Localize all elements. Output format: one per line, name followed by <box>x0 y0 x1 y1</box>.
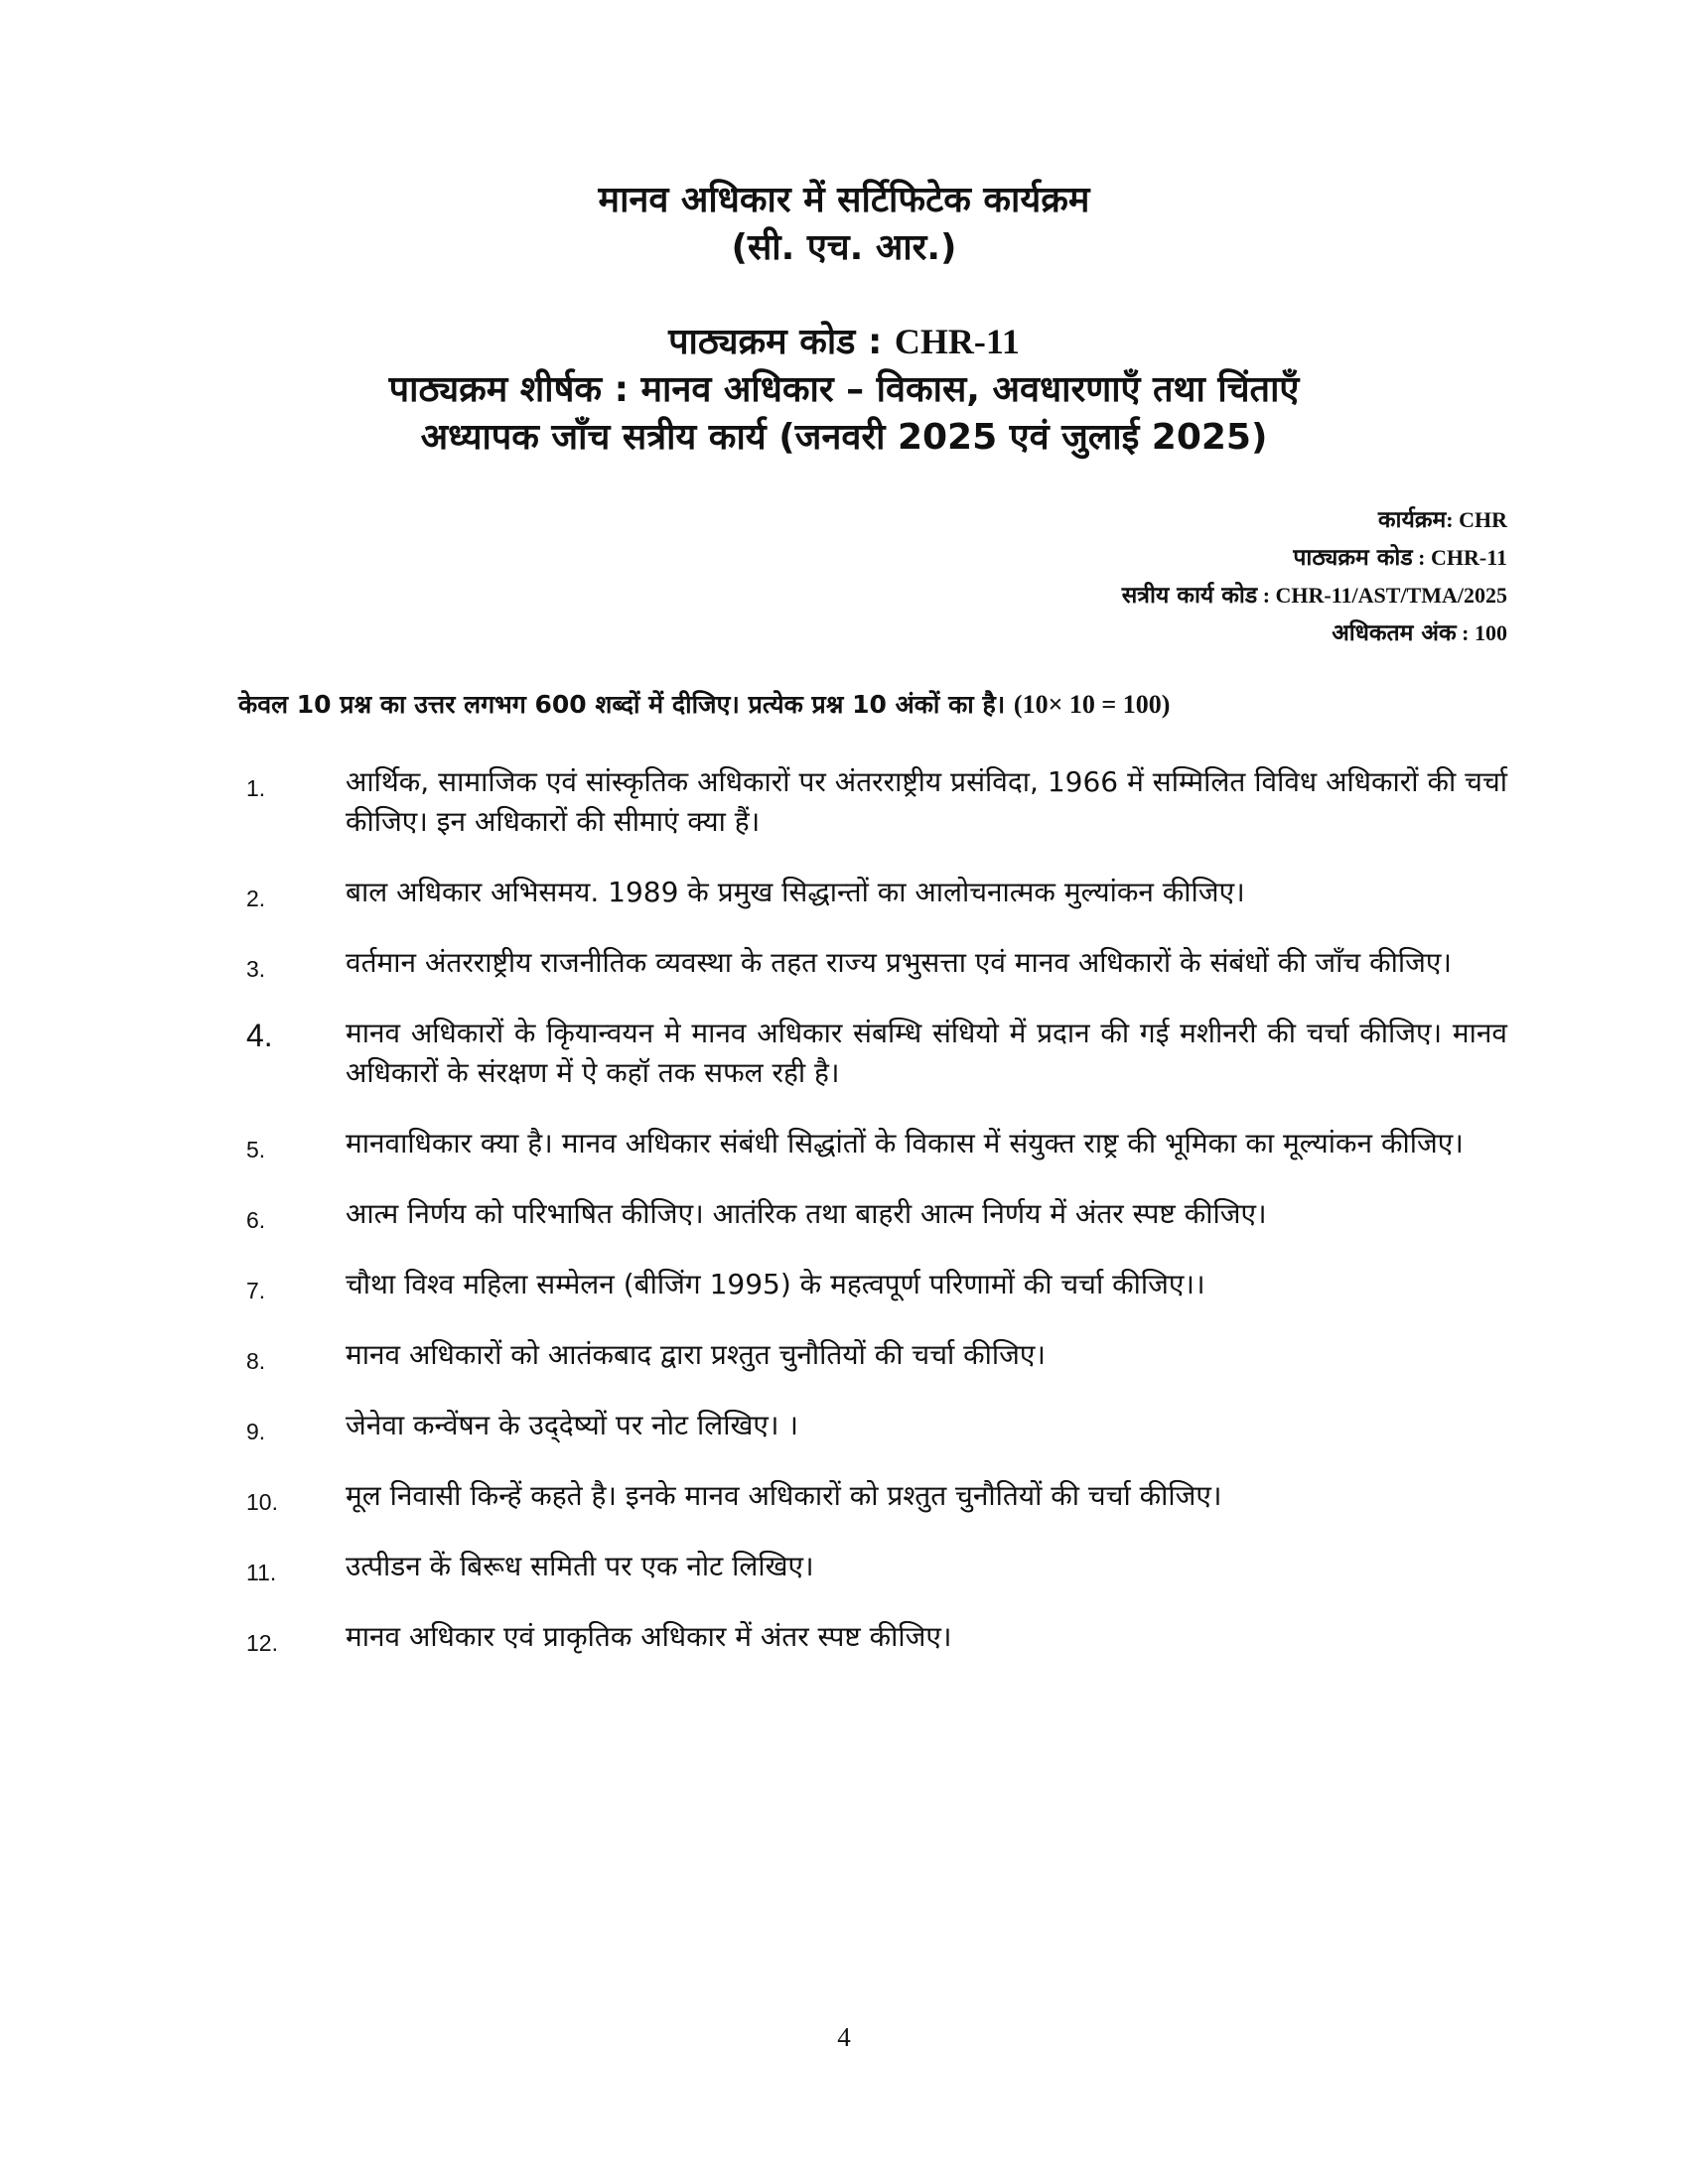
question-number: 9. <box>246 1419 266 1444</box>
question-item <box>246 1124 1507 1163</box>
meta-programme <box>1122 501 1507 539</box>
course-code-label: पाठ्यक्रम कोड : <box>668 322 883 362</box>
question-number: 12. <box>246 1630 278 1656</box>
marks-formula: (10× 10 = 100) <box>1013 690 1171 719</box>
question-item <box>246 1265 1507 1304</box>
question-text: मानव अधिकारों को आतंकबाद द्वारा प्रश्तुत चुनौतियों की चर्चा कीजिए। <box>346 1338 1047 1371</box>
question-text: मानवाधिकार क्या है। मानव अधिकार संबंधी सिद्धांतों के विकास में संयुक्त राष्ट्र की भूमिका का मूल्यांकन कीजिए। <box>346 1127 1464 1160</box>
meta-assignment-code-value: : CHR-11/AST/TMA/2025 <box>1257 583 1507 608</box>
meta-programme-label: कार्यक्रम <box>1377 507 1447 533</box>
question-number: 11. <box>246 1560 277 1585</box>
meta-max-marks <box>1122 614 1507 652</box>
assignment-meta <box>1122 501 1507 652</box>
meta-assignment-code <box>1122 577 1507 614</box>
question-text: वर्तमान अंतरराष्ट्रीय राजनीतिक व्यवस्था के तहत राज्य प्रभुसत्ता एवं मानव अधिकारों के संबंधों की जाँच कीजिए। <box>346 946 1452 979</box>
course-header <box>0 318 1688 462</box>
question-number: 3. <box>246 956 266 982</box>
programme-abbreviation: (सी. एच. आर.) <box>731 227 957 268</box>
meta-course-code-value: : CHR-11 <box>1412 545 1507 570</box>
question-item <box>246 1617 1507 1657</box>
question-item <box>246 1335 1507 1375</box>
question-number: 7. <box>246 1278 266 1303</box>
course-title: पाठ्यक्रम शीर्षक : मानव अधिकार – विकास, अवधारणाएँ तथा चिंताएँ <box>388 369 1300 410</box>
programme-title: मानव अधिकार में सर्टिफिटेक कार्यक्रम <box>598 180 1090 220</box>
meta-course-code <box>1122 539 1507 577</box>
question-item <box>246 1406 1507 1445</box>
question-number: 5. <box>246 1137 266 1162</box>
meta-assignment-code-label: सत्रीय कार्य कोड <box>1121 583 1258 609</box>
question-list <box>246 762 1507 1688</box>
meta-max-marks-value: : 100 <box>1456 620 1507 645</box>
question-text: मूल निवासी किन्हें कहते है। इनके मानव अधिकारों को प्रश्तुत चुनौतियों की चर्चा कीजिए। <box>346 1479 1222 1512</box>
question-number: 10. <box>246 1489 278 1515</box>
question-item <box>246 873 1507 912</box>
page-number: 4 <box>837 2022 851 2052</box>
question-text: जेनेवा कन्वेंषन के उद्‌देष्यों पर नोट लिखिए। । <box>346 1409 798 1441</box>
question-number: 2. <box>246 886 266 911</box>
question-text: बाल अधिकार अभिसमय. 1989 के प्रमुख सिद्धान्तों का आलोचनात्मक मुल्यांकन कीजिए। <box>346 876 1245 908</box>
assignment-title: अध्यापक जाँच सत्रीय कार्य (जनवरी 2025 एवं जुलाई 2025) <box>420 417 1268 458</box>
instruction-text <box>238 687 1170 723</box>
question-number: 1. <box>246 775 266 801</box>
question-text: चौथा विश्व महिला सम्मेलन (बीजिंग 1995) के महत्वपूर्ण परिणामों की चर्चा कीजिए।। <box>346 1268 1205 1300</box>
question-text: आर्थिक, सामाजिक एवं सांस्कृतिक अधिकारों पर अंतरराष्ट्रीय प्रसंविदा, 1966 में सम्मिलित विविध अधिकारों की चर्चा कीजिए। इन अधिकारों की सीमाएं क्या हैं। <box>346 765 1507 838</box>
question-number: 4. <box>246 1018 273 1053</box>
question-item <box>246 943 1507 983</box>
meta-programme-value: : CHR <box>1446 507 1507 532</box>
question-text: मानव अधिकार एवं प्राकृतिक अधिकार में अंतर स्पष्ट कीजिए। <box>346 1620 952 1653</box>
question-number: 6. <box>246 1207 266 1233</box>
question-item <box>246 1014 1507 1093</box>
meta-max-marks-label: अधिकतम अंक <box>1332 620 1457 646</box>
question-number: 8. <box>246 1348 266 1374</box>
question-text: उत्पीडन कें बिरूध समिती पर एक नोट लिखिए। <box>346 1550 814 1582</box>
question-text: आत्म निर्णय को परिभाषित कीजिए। आतंरिक तथा बाहरी आत्म निर्णय में अंतर स्पष्ट कीजिए। <box>346 1197 1267 1230</box>
meta-course-code-label: पाठ्यक्रम कोड <box>1293 545 1413 571</box>
course-code-line <box>0 318 1688 366</box>
question-item <box>246 1476 1507 1516</box>
question-item <box>246 762 1507 842</box>
question-item <box>246 1194 1507 1234</box>
course-code-value: CHR-11 <box>894 322 1020 361</box>
question-item <box>246 1547 1507 1586</box>
question-text: मानव अधिकारों के कृियान्वयन मे मानव अधिकार संबम्धि संधियो में प्रदान की गई मशीनरी की चर्चा कीजिए। मानव अधिकारों के संरक्षण में ऐ कहॉ तक सफल रही है। <box>346 1017 1507 1089</box>
programme-header <box>0 177 1688 272</box>
instruction-body: केवल 10 प्रश्न का उत्तर लगभग 600 शब्दों में दीजिए। प्रत्येक प्रश्न 10 अंकों का है। <box>238 690 1014 719</box>
